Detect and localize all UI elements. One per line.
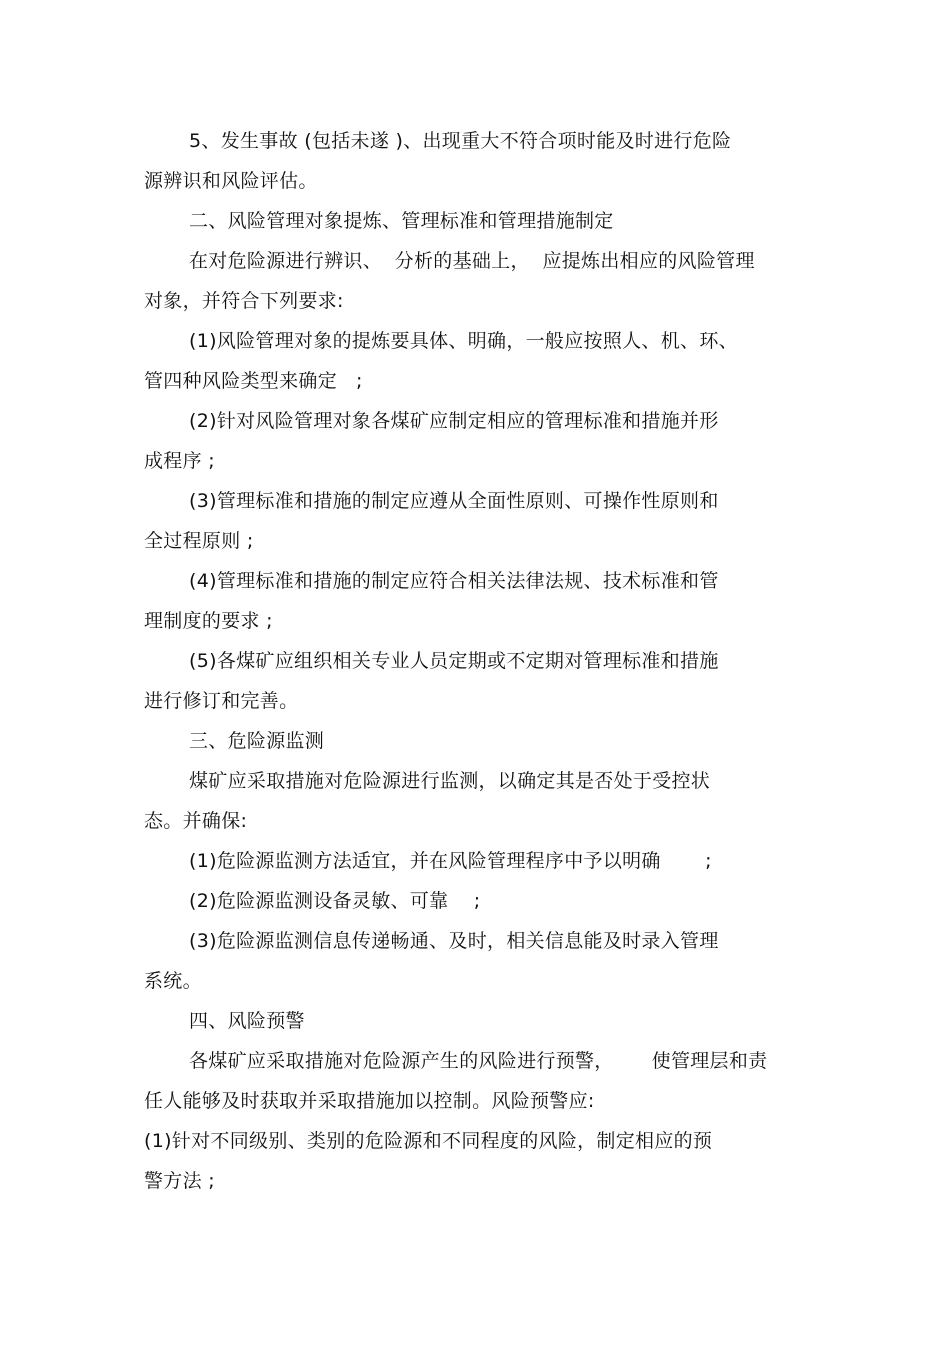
text-line: (2)危险源监测设备灵敏、可靠 ; (189, 890, 481, 912)
text-line: 管四种风险类型来确定 ; (144, 370, 363, 392)
text-line: 进行修订和完善。 (144, 690, 299, 712)
text-line: (3)危险源监测信息传递畅通、及时，相关信息能及时录入管理 (189, 930, 719, 952)
text-line: 理制度的要求 ; (144, 610, 273, 632)
section-heading: 四、风险预警 (189, 1010, 305, 1032)
text-line: (4)管理标准和措施的制定应符合相关法律法规、技术标准和管 (189, 570, 719, 592)
text-line: (3)管理标准和措施的制定应遵从全面性原则、可操作性原则和 (189, 490, 719, 512)
text-line: 全过程原则 ; (144, 530, 254, 552)
text-line: 各煤矿应采取措施对危险源产生的风险进行预警， 使管理层和责 (189, 1050, 768, 1072)
text-line: (1)风险管理对象的提炼要具体、明确，一般应按照人、机、环、 (189, 330, 738, 352)
text-line: 煤矿应采取措施对危险源进行监测，以确定其是否处于受控状 (189, 770, 711, 792)
section-heading: 三、危险源监测 (189, 730, 325, 752)
text-line: 任人能够及时获取并采取措施加以控制。风险预警应: (144, 1090, 595, 1112)
text-line: 源辨识和风险评估。 (144, 170, 318, 192)
text-line: 对象，并符合下列要求: (144, 290, 344, 312)
text-line: (2)针对风险管理对象各煤矿应制定相应的管理标准和措施并形 (189, 410, 719, 432)
text-line: (1)针对不同级别、类别的危险源和不同程度的风险，制定相应的预 (144, 1130, 713, 1152)
text-line: 系统。 (144, 970, 202, 992)
text-line: 在对危险源进行辨识、 分析的基础上， 应提炼出相应的风险管理 (189, 250, 755, 272)
text-line: 5、发生事故 (包括未遂 )、出现重大不符合项时能及时进行危险 (189, 130, 732, 152)
text-line: 态。并确保: (144, 810, 248, 832)
text-line: 警方法 ; (144, 1170, 215, 1192)
text-line: 成程序 ; (144, 450, 215, 472)
section-heading: 二、风险管理对象提炼、管理标准和管理措施制定 (189, 210, 614, 232)
text-line: (1)危险源监测方法适宜，并在风险管理程序中予以明确 ; (189, 850, 712, 872)
text-line: (5)各煤矿应组织相关专业人员定期或不定期对管理标准和措施 (189, 650, 719, 672)
